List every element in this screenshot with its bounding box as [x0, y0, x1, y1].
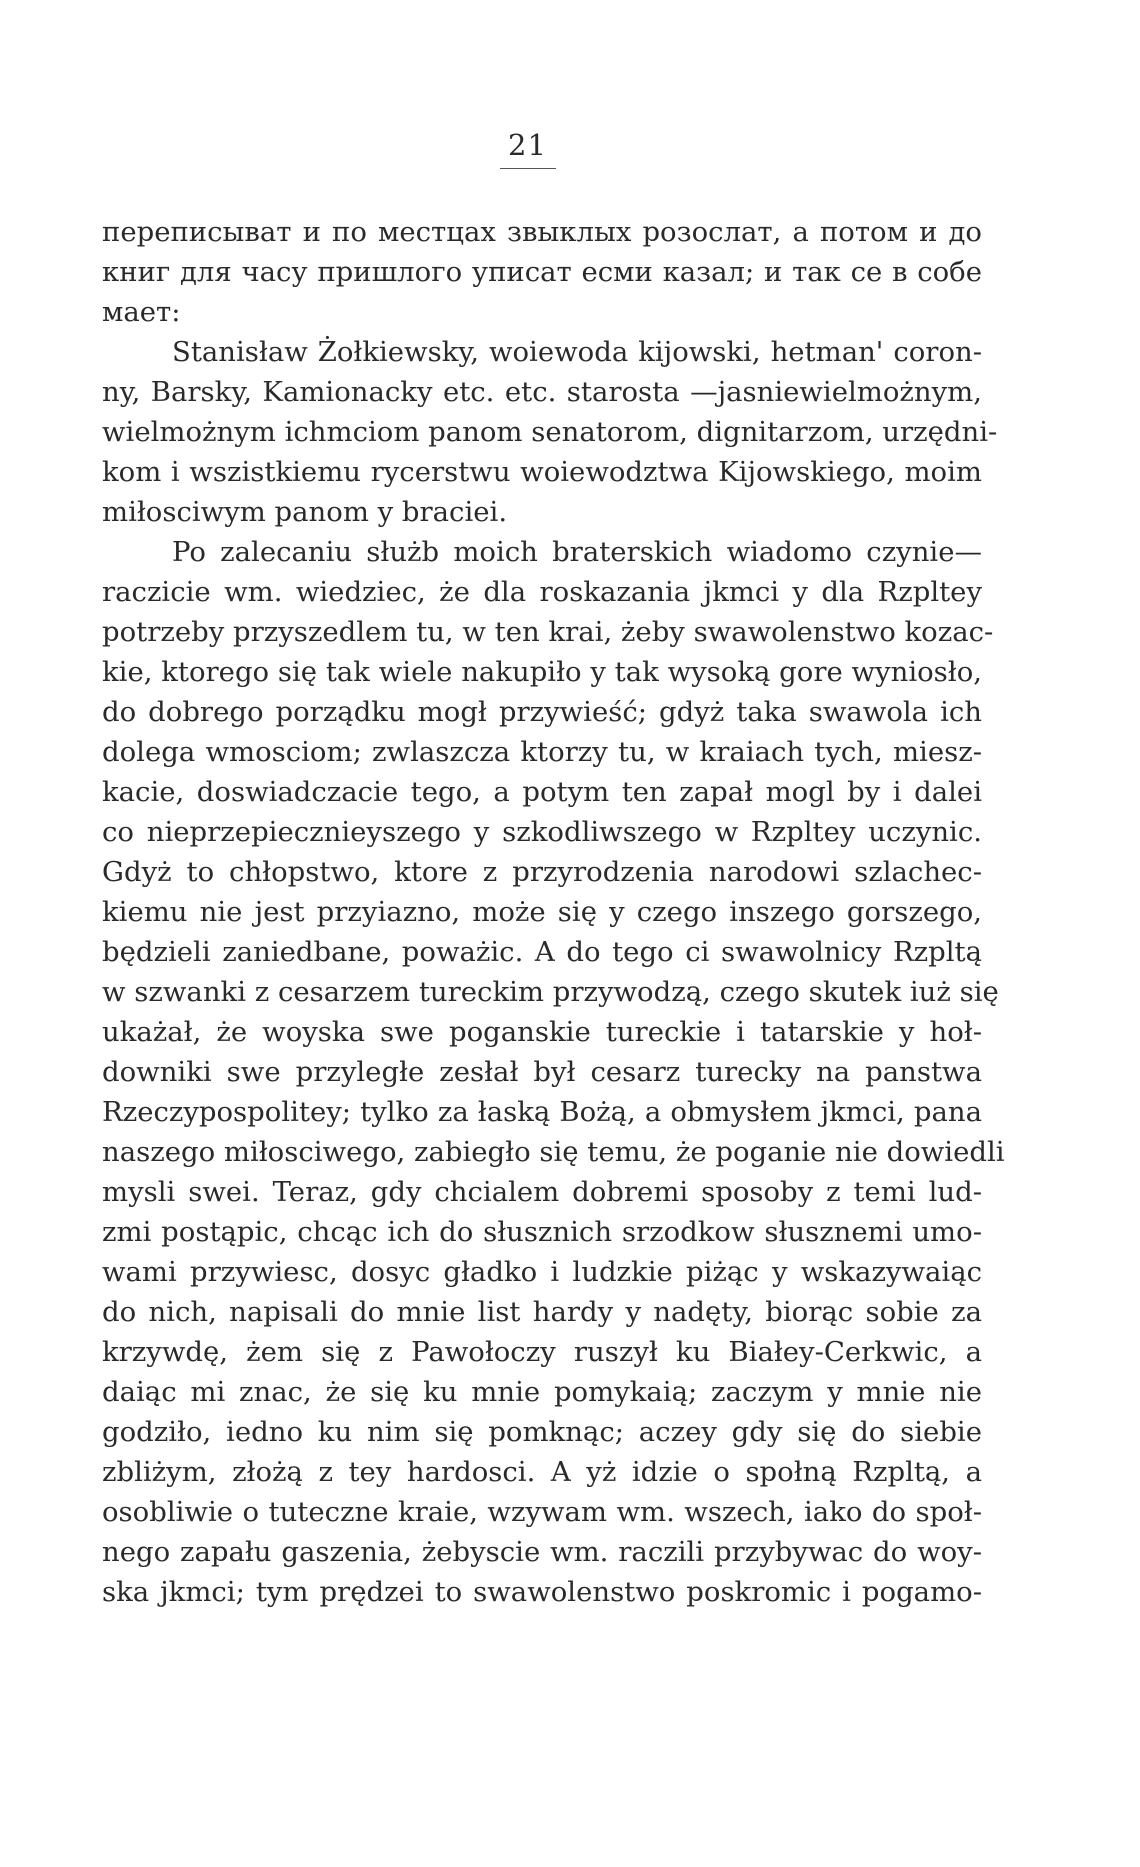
- text-line: mysli swei. Teraz, gdy chcialem dobremi sposoby z temi lud-: [102, 1176, 982, 1208]
- text-line: kacie, doswiadczacie tego, a potym ten zapał mogl by i dalei: [102, 776, 982, 808]
- text-line: miłosciwym panom y braciei.: [102, 496, 508, 528]
- text-line: Gdyż to chłopstwo, ktore z przyrodzenia narodowi szlachec-: [102, 856, 982, 888]
- text-line: osobliwie o tuteczne kraie, wzywam wm. wszech, iako do społ-: [102, 1496, 982, 1528]
- text-line: będzieli zaniedbane, poważic. A do tego ci swawolnicy Rzpltą: [102, 936, 982, 968]
- text-line: do nich, napisali do mnie list hardy y nadęty, biorąc sobie za: [102, 1296, 982, 1328]
- text-line: ukażał, że woyska swe poganskie tureckie i tatarskie y hoł-: [102, 1016, 982, 1048]
- text-line: godziło, iedno ku nim się pomknąc; aczey gdy się do siebie: [102, 1416, 982, 1448]
- text-line: do dobrego porządku mogł przywieść; gdyż taka swawola ich: [102, 696, 982, 728]
- text-line: Rzeczypospolitey; tylko za łaską Bożą, a obmysłem jkmci, pana: [102, 1096, 982, 1128]
- text-line: kiemu nie jest przyiazno, może się y czego inszego gorszego,: [102, 896, 982, 928]
- text-line: krzywdę, żem się z Pawołoczy ruszył ku Białey-Cerkwic, a: [102, 1336, 982, 1368]
- page-number-rule: [500, 168, 556, 169]
- text-line: Po zalecaniu służb moich braterskich wiadomo czynie—: [172, 536, 982, 568]
- text-line: kie, ktorego się tak wiele nakupiło y tak wysoką gore wyniosło,: [102, 656, 982, 688]
- page-number: 21: [508, 128, 547, 162]
- text-line: мает:: [102, 296, 181, 328]
- text-line: potrzeby przyszedlem tu, w ten krai, żeby swawolenstwo kozac-: [102, 616, 994, 648]
- text-line: Stanisław Żołkiewsky, woiewoda kijowski, hetman' coron-: [172, 336, 982, 368]
- text-line: переписыват и по местцах звыклых розослат, а потом и до: [102, 216, 982, 248]
- text-line: kom i wszistkiemu rycerstwu woiewodztwa Kijowskiego, moim: [102, 456, 982, 488]
- text-line: ny, Barsky, Kamionacky etc. etc. starosta —jasniewielmożnym,: [102, 376, 982, 408]
- text-line: naszego miłosciwego, zabiegło się temu, że poganie nie dowiedli: [102, 1136, 1005, 1168]
- text-line: raczicie wm. wiedziec, że dla roskazania jkmci y dla Rzpltey: [102, 576, 982, 608]
- text-line: daiąc mi znac, że się ku mnie pomykaią; zaczym y mnie nie: [102, 1376, 982, 1408]
- text-line: ska jkmci; tym prędzei to swawolenstwo poskromic i pogamo-: [102, 1576, 982, 1608]
- text-line: co nieprzepiecznieyszego y szkodliwszego w Rzpltey uczynic.: [102, 816, 982, 848]
- text-line: zmi postąpic, chcąc ich do słusznich srzodkow słusznemi umo-: [102, 1216, 982, 1248]
- text-line: dolega wmosciom; zwlaszcza ktorzy tu, w kraiach tych, miesz-: [102, 736, 982, 768]
- body-text: [102, 212, 1005, 1612]
- text-line: книг для часу пришлого уписат есми казал; и так се в собе: [102, 256, 982, 288]
- text-line: wielmożnym ichmciom panom senatorom, dignitarzom, urzędni-: [102, 416, 998, 448]
- text-line: nego zapału gaszenia, żebyscie wm. raczili przybywac do woy-: [102, 1536, 982, 1568]
- text-line: wami przywiesc, dosyc gładko i ludzkie piżąc y wskazywaiąc: [102, 1256, 982, 1288]
- text-line: zbliżym, złożą z tey hardosci. A yż idzie o społną Rzpltą, a: [102, 1456, 982, 1488]
- text-line: downiki swe przyległe zesłał był cesarz turecky na panstwa: [102, 1056, 982, 1088]
- text-line: w szwanki z cesarzem tureckim przywodzą, czego skutek iuż się: [102, 976, 999, 1008]
